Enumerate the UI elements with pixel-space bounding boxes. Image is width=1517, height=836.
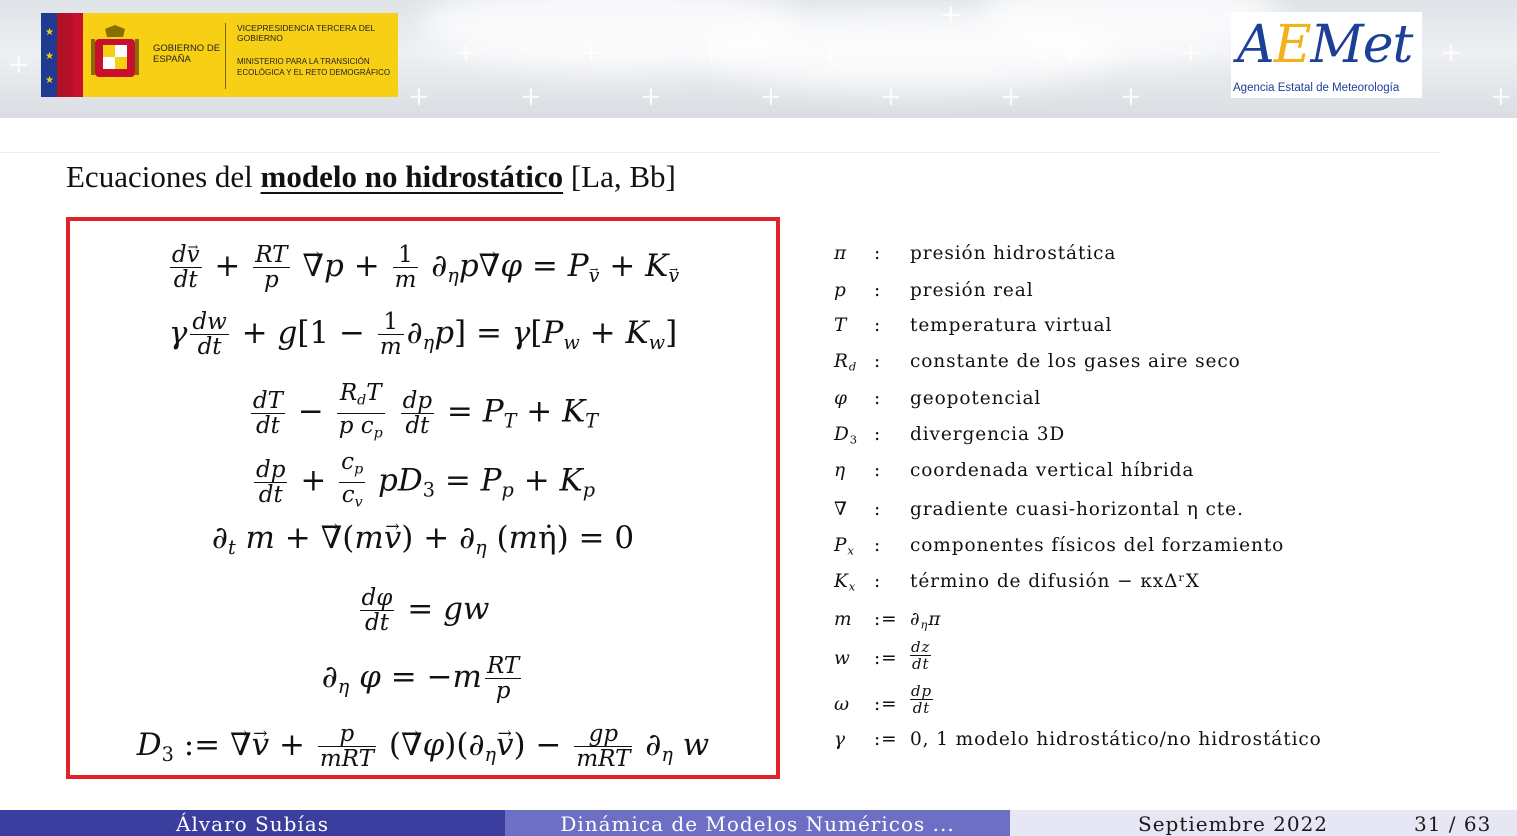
header-banner: + + + + + + + + + + + + + + + + + ★ ★ ★ GOBIERNO DE ESPAÑA VICEPRESIDENCIA TERCERA DEL GOBIERNO MINISTERIO PARA LA TRANSICIÓN ECOLÓGICA Y EL RETO DEMOGRÁFICO AEMet Agencia Estatal de Meteorología	[0, 0, 1517, 118]
equation-momentum: $\frac{d\to v}{dt}$ + $\frac{RT}{p}$ → ∇p + $\frac{1}{m}$ $\partial_\eta p\to \nabla\varphi = P\to _v + K\to _v$	[70, 243, 776, 296]
vicepresidencia-label: VICEPRESIDENCIA TERCERA DEL GOBIERNO	[237, 23, 375, 43]
aemet-subtitle: Agencia Estatal de Meteorología	[1233, 82, 1400, 94]
title-prefix: Ecuaciones del	[66, 159, 253, 194]
ministerio-label: MINISTERIO PARA LA TRANSICIÓN ECOLÓGICA Y EL RETO DEMOGRÁFICO	[237, 57, 391, 77]
equation-thermodynamic: $\frac{dT}{dt}$ − $\frac{R_dT}{p c_p}$ $\frac{dp}{dt}$ = $P_T + K_T$	[252, 380, 599, 442]
equation-divergence: $D_3$ := → ∇→ v + $\frac{p}{\text{mRT}}$ (→ $\nabla\varphi)(\partial_\eta\to v)$ − $\frac{gp}{\text{mRT}}$ $\partial_\eta$ w	[70, 722, 776, 775]
title-emphasis: modelo no hidrostático	[260, 159, 564, 194]
gobierno-de-espana-logo	[41, 13, 398, 97]
page-number: 31 / 63	[1414, 812, 1492, 836]
footer-date: Septiembre 2022	[1138, 812, 1329, 836]
stars-icon: ★ ★ ★	[45, 27, 54, 86]
gobierno-label: GOBIERNO DE ESPAÑA	[153, 43, 221, 65]
equation-continuity: $\partial_t$ m + → $\nabla(m\to v) + \partial_\eta$ (mη̇) = 0	[70, 518, 776, 568]
equation-geopotential-tendency: $\frac{d\varphi}{dt}$ = gw	[361, 585, 490, 636]
equation-vertical-momentum: γ $\frac{dw}{dt}$ + g[1 − $\frac{1}{m}$ $\partial_\eta p] = \gamma[P_w + K_w]$	[168, 309, 678, 360]
equation-pressure: $\frac{dp}{dt}$ + $\frac{c_p}{c_v}$ $pD_3 = P_p + K_p$	[256, 449, 595, 511]
slide-title	[66, 157, 676, 197]
footer-talk-title: Dinámica de Modelos Numéricos ...	[505, 810, 1010, 836]
equation-hydrostatic-geopotential: $\partial_\eta$ φ = −m $\frac{RT}{p}$	[321, 653, 520, 704]
aemet-logo	[1231, 12, 1422, 98]
footer-meta	[1010, 810, 1517, 836]
title-reference: [La, Bb]	[570, 159, 676, 194]
footer-author: Álvaro Subías	[0, 810, 505, 836]
slide-footer	[0, 810, 1517, 836]
aemet-wordmark: AEMet	[1237, 15, 1413, 75]
equations-box	[66, 217, 780, 779]
coat-of-arms-icon	[91, 25, 139, 83]
